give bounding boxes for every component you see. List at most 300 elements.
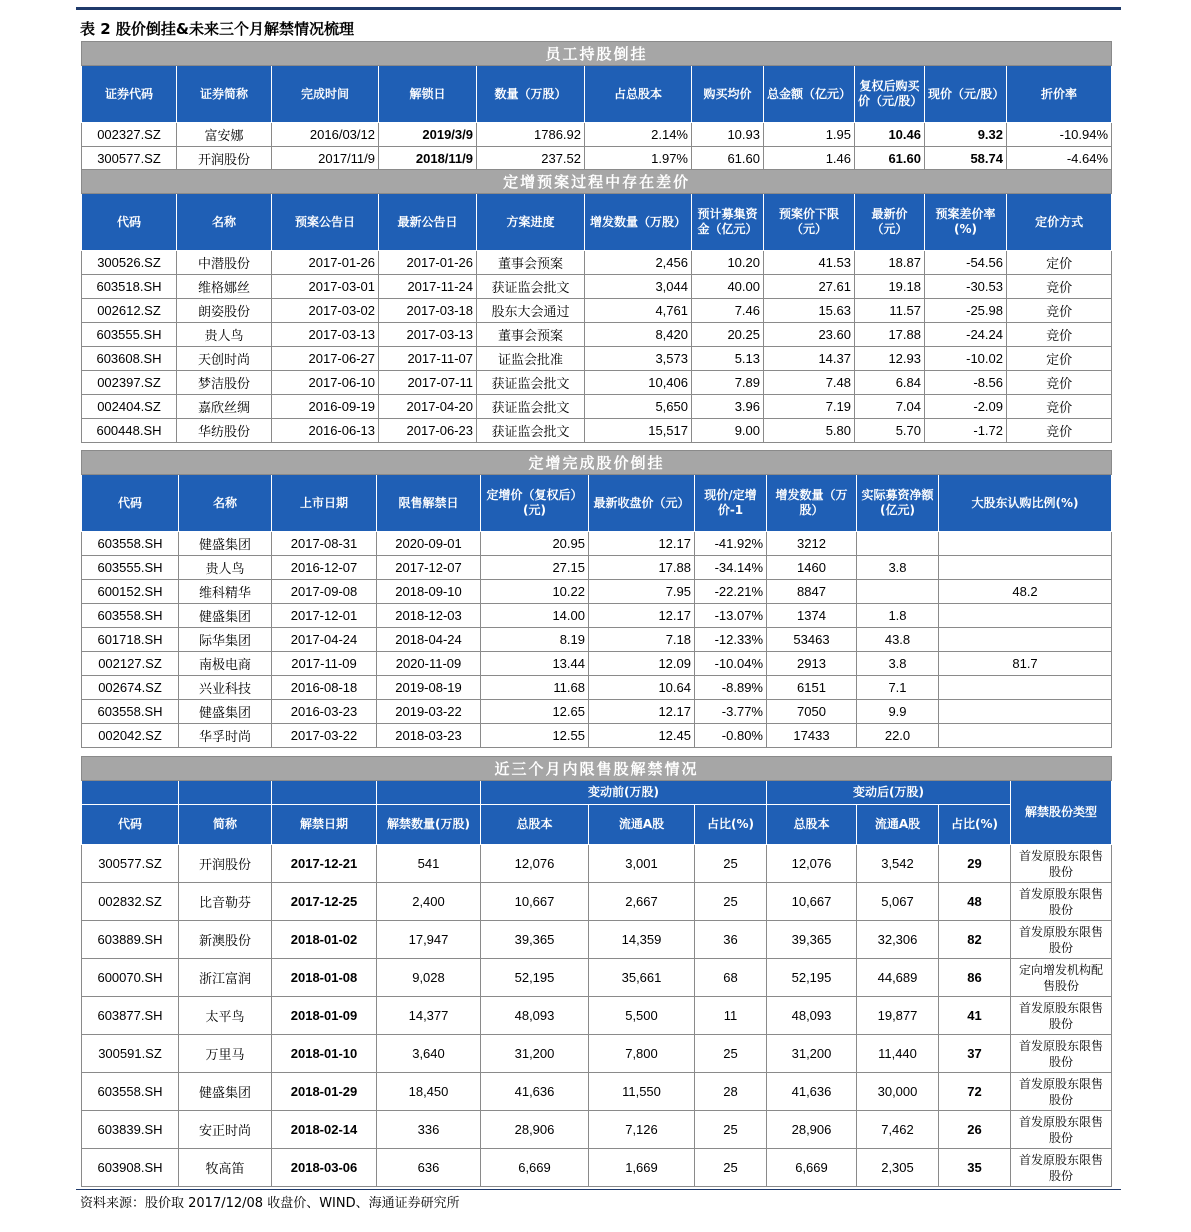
- table-cell: 2017-03-13: [379, 323, 477, 347]
- table-cell: 5.70: [855, 419, 925, 443]
- table-cell: 2017-03-02: [272, 299, 379, 323]
- table-cell: 5,650: [585, 395, 692, 419]
- table-cell: 7.18: [589, 628, 695, 652]
- table-cell: 2017-04-24: [272, 628, 377, 652]
- table-cell: 603608.SH: [82, 347, 177, 371]
- table-cell: 开润股份: [177, 147, 272, 171]
- table-cell: 天创时尚: [177, 347, 272, 371]
- table-cell: 竞价: [1007, 275, 1112, 299]
- table-cell: -13.07%: [695, 604, 767, 628]
- table-cell: 7050: [767, 700, 857, 724]
- table-cell: 35,661: [589, 959, 695, 997]
- col-header: 最新价（元）: [855, 194, 925, 251]
- table-cell: 首发原股东限售股份: [1011, 921, 1112, 959]
- table-cell: 竞价: [1007, 299, 1112, 323]
- table-cell: 48.2: [939, 580, 1112, 604]
- col-header: 定增价（复权后）(元): [481, 475, 589, 532]
- table-cell: 2017-01-26: [272, 251, 379, 275]
- table-cell: 3.8: [857, 652, 939, 676]
- table-cell: 12,076: [481, 845, 589, 883]
- table-cell: 10.46: [855, 123, 925, 147]
- table-cell: 600448.SH: [82, 419, 177, 443]
- source-note: 资料来源：股价取 2017/12/08 收盘价、WIND、海通证券研究所: [80, 1196, 460, 1211]
- table-cell: 601718.SH: [82, 628, 179, 652]
- table-cell: 8847: [767, 580, 857, 604]
- table-cell: 72: [939, 1073, 1011, 1111]
- table-cell: 9.32: [925, 123, 1007, 147]
- table-cell: 3.96: [692, 395, 764, 419]
- table-cell: 12.09: [589, 652, 695, 676]
- col-header: 完成时间: [272, 66, 379, 123]
- table-cell: 10.93: [692, 123, 764, 147]
- table-cell: 兴业科技: [179, 676, 272, 700]
- table-cell: 1,669: [589, 1149, 695, 1187]
- table-cell: 2913: [767, 652, 857, 676]
- table-row: [82, 604, 1112, 628]
- table-cell: 11.68: [481, 676, 589, 700]
- table-cell: 健盛集团: [179, 1073, 272, 1111]
- table-cell: 首发原股东限售股份: [1011, 1111, 1112, 1149]
- table-cell: -10.94%: [1007, 123, 1112, 147]
- table-cell: 8.19: [481, 628, 589, 652]
- table-cell: 39,365: [767, 921, 857, 959]
- table-row: [82, 1073, 1112, 1111]
- table-cell: -22.21%: [695, 580, 767, 604]
- table-cell: 14.00: [481, 604, 589, 628]
- table-cell: 19.18: [855, 275, 925, 299]
- table-cell: 董事会预案: [477, 251, 585, 275]
- table-row: [82, 251, 1112, 275]
- table-cell: 2017-06-27: [272, 347, 379, 371]
- table-cell: 603558.SH: [82, 1073, 179, 1111]
- table-lockup-release: [81, 756, 1112, 1187]
- col-header: 预案价下限（元）: [764, 194, 855, 251]
- table-cell: 12.17: [589, 700, 695, 724]
- table-cell: 2,667: [589, 883, 695, 921]
- table-row: [82, 419, 1112, 443]
- table-row: [82, 275, 1112, 299]
- table-cell: 237.52: [477, 147, 585, 171]
- table-cell: 定价: [1007, 251, 1112, 275]
- table-cell: [939, 532, 1112, 556]
- table-cell: -8.56: [925, 371, 1007, 395]
- table-cell: 健盛集团: [179, 604, 272, 628]
- table-cell: 2017-06-10: [272, 371, 379, 395]
- table-cell: 9.00: [692, 419, 764, 443]
- table-cell: 竞价: [1007, 371, 1112, 395]
- table-cell: 41: [939, 997, 1011, 1035]
- table-cell: 5.13: [692, 347, 764, 371]
- col-header: 增发数量（万股）: [585, 194, 692, 251]
- table-cell: 29: [939, 845, 1011, 883]
- table-cell: 首发原股东限售股份: [1011, 1035, 1112, 1073]
- table-cell: 15.63: [764, 299, 855, 323]
- table-cell: 定向增发机构配售股份: [1011, 959, 1112, 997]
- table-cell: 2019-08-19: [377, 676, 481, 700]
- table-cell: 新澳股份: [179, 921, 272, 959]
- table-cell: 首发原股东限售股份: [1011, 883, 1112, 921]
- table-cell: 2016-09-19: [272, 395, 379, 419]
- col-header: 最新公告日: [379, 194, 477, 251]
- table-cell: 2018-09-10: [377, 580, 481, 604]
- col-header: 大股东认购比例(%): [939, 475, 1112, 532]
- table-cell: 3,044: [585, 275, 692, 299]
- table-row: [82, 1035, 1112, 1073]
- table-cell: 3.8: [857, 556, 939, 580]
- table-cell: 1374: [767, 604, 857, 628]
- table-cell: 获证监会批文: [477, 395, 585, 419]
- table-cell: -2.09: [925, 395, 1007, 419]
- table-cell: 富安娜: [177, 123, 272, 147]
- col-header: 流通A股: [857, 805, 939, 845]
- table-cell: 12.93: [855, 347, 925, 371]
- header-row: [82, 194, 1112, 251]
- section-employee-stock: [81, 41, 1111, 171]
- table-cell: 2017-07-11: [379, 371, 477, 395]
- table-cell: 14.37: [764, 347, 855, 371]
- table-cell: 华孚时尚: [179, 724, 272, 748]
- col-header: 现价（元/股）: [925, 66, 1007, 123]
- table-row: [82, 395, 1112, 419]
- col-header: 增发数量（万股）: [767, 475, 857, 532]
- table-cell: 2018-01-09: [272, 997, 377, 1035]
- table-row: [82, 959, 1112, 997]
- table-cell: 61.60: [855, 147, 925, 171]
- table-cell: 1.97%: [585, 147, 692, 171]
- table-cell: 603555.SH: [82, 556, 179, 580]
- table-cell: 17.88: [855, 323, 925, 347]
- table-cell: 15,517: [585, 419, 692, 443]
- table-cell: 首发原股东限售股份: [1011, 1149, 1112, 1187]
- table-cell: 2017-12-01: [272, 604, 377, 628]
- section-placement-completed: [81, 450, 1111, 748]
- table-cell: 52,195: [481, 959, 589, 997]
- table-cell: 7.95: [589, 580, 695, 604]
- table-cell: 10,406: [585, 371, 692, 395]
- table-cell: 安正时尚: [179, 1111, 272, 1149]
- band-title: 员工持股倒挂: [82, 42, 1112, 66]
- col-header: 预案差价率(%): [925, 194, 1007, 251]
- table-cell: 2017-09-08: [272, 580, 377, 604]
- table-cell: 7.04: [855, 395, 925, 419]
- table-cell: -12.33%: [695, 628, 767, 652]
- table-cell: 5.80: [764, 419, 855, 443]
- col-header: 名称: [177, 194, 272, 251]
- table-cell: 首发原股东限售股份: [1011, 845, 1112, 883]
- empty-header: [377, 781, 481, 805]
- col-header: 复权后购买价（元/股）: [855, 66, 925, 123]
- table-cell: 7.89: [692, 371, 764, 395]
- table-cell: -41.92%: [695, 532, 767, 556]
- table-cell: 14,359: [589, 921, 695, 959]
- table-cell: 12,076: [767, 845, 857, 883]
- band-title: 定增完成股价倒挂: [82, 451, 1112, 475]
- table-cell: 获证监会批文: [477, 371, 585, 395]
- table-cell: 17433: [767, 724, 857, 748]
- empty-header: [179, 781, 272, 805]
- table-cell: 2016-12-07: [272, 556, 377, 580]
- table-cell: 603889.SH: [82, 921, 179, 959]
- table-cell: 48,093: [481, 997, 589, 1035]
- table-cell: 26: [939, 1111, 1011, 1149]
- col-header: 代码: [82, 475, 179, 532]
- table-cell: 10.22: [481, 580, 589, 604]
- table-cell: 11.57: [855, 299, 925, 323]
- col-header: 总股本: [481, 805, 589, 845]
- table-cell: 41,636: [481, 1073, 589, 1111]
- table-cell: 14,377: [377, 997, 481, 1035]
- col-header: 限售解禁日: [377, 475, 481, 532]
- table-cell: -25.98: [925, 299, 1007, 323]
- band-title: 定增预案过程中存在差价: [82, 170, 1112, 194]
- col-header: 折价率: [1007, 66, 1112, 123]
- table-cell: 17,947: [377, 921, 481, 959]
- table-cell: 2017/11/9: [272, 147, 379, 171]
- col-header: 占比(%): [939, 805, 1011, 845]
- table-cell: 31,200: [481, 1035, 589, 1073]
- table-cell: 5,500: [589, 997, 695, 1035]
- table-cell: 3212: [767, 532, 857, 556]
- table-cell: 603877.SH: [82, 997, 179, 1035]
- table-cell: 2017-06-23: [379, 419, 477, 443]
- table-cell: -54.56: [925, 251, 1007, 275]
- table-cell: 43.8: [857, 628, 939, 652]
- table-cell: 2,456: [585, 251, 692, 275]
- empty-header: [82, 781, 179, 805]
- table-cell: 12.55: [481, 724, 589, 748]
- table-cell: 20.95: [481, 532, 589, 556]
- table-cell: 636: [377, 1149, 481, 1187]
- table-cell: 25: [695, 1149, 767, 1187]
- table-cell: 28: [695, 1073, 767, 1111]
- col-header: 证券代码: [82, 66, 177, 123]
- table-cell: [939, 676, 1112, 700]
- table-cell: 2016/03/12: [272, 123, 379, 147]
- table-cell: 2016-08-18: [272, 676, 377, 700]
- table-cell: 17.88: [589, 556, 695, 580]
- table-cell: -24.24: [925, 323, 1007, 347]
- table-cell: 39,365: [481, 921, 589, 959]
- table-cell: 20.25: [692, 323, 764, 347]
- table-cell: 41.53: [764, 251, 855, 275]
- table-cell: 25: [695, 845, 767, 883]
- table-cell: 25: [695, 1035, 767, 1073]
- table-cell: 牧高笛: [179, 1149, 272, 1187]
- table-cell: 健盛集团: [179, 532, 272, 556]
- group-header-before: 变动前(万股): [481, 781, 767, 805]
- table-cell: 9.9: [857, 700, 939, 724]
- table-employee-stock: [81, 41, 1112, 171]
- col-header: 解禁数量(万股): [377, 805, 481, 845]
- table-cell: 嘉欣丝绸: [177, 395, 272, 419]
- table-cell: 11: [695, 997, 767, 1035]
- table-cell: 比音勒芬: [179, 883, 272, 921]
- table-cell: 2020-09-01: [377, 532, 481, 556]
- table-cell: 23.60: [764, 323, 855, 347]
- table-cell: 603558.SH: [82, 700, 179, 724]
- table-cell: 7.46: [692, 299, 764, 323]
- table-cell: 68: [695, 959, 767, 997]
- table-cell: 9,028: [377, 959, 481, 997]
- table-cell: 1.46: [764, 147, 855, 171]
- table-cell: 获证监会批文: [477, 275, 585, 299]
- group-header-after: 变动后(万股): [767, 781, 1011, 805]
- table-cell: 31,200: [767, 1035, 857, 1073]
- table-cell: 300526.SZ: [82, 251, 177, 275]
- table-row: [82, 147, 1112, 171]
- table-row: [82, 724, 1112, 748]
- col-header: 总金额（亿元）: [764, 66, 855, 123]
- table-cell: 2017-03-18: [379, 299, 477, 323]
- table-cell: 002404.SZ: [82, 395, 177, 419]
- table-cell: 3,640: [377, 1035, 481, 1073]
- table-row: [82, 580, 1112, 604]
- table-cell: 贵人鸟: [179, 556, 272, 580]
- table-cell: 维格娜丝: [177, 275, 272, 299]
- table-cell: 12.17: [589, 604, 695, 628]
- table-cell: [939, 628, 1112, 652]
- table-row: [82, 997, 1112, 1035]
- table-cell: 2,305: [857, 1149, 939, 1187]
- table-cell: 12.45: [589, 724, 695, 748]
- table-cell: 健盛集团: [179, 700, 272, 724]
- table-cell: 股东大会通过: [477, 299, 585, 323]
- table-cell: 2018-01-08: [272, 959, 377, 997]
- table-row: [82, 883, 1112, 921]
- top-rule: [76, 7, 1121, 10]
- table-cell: 002327.SZ: [82, 123, 177, 147]
- table-placement-completed: [81, 450, 1112, 748]
- table-cell: 太平鸟: [179, 997, 272, 1035]
- table-cell: 18,450: [377, 1073, 481, 1111]
- table-row: [82, 1149, 1112, 1187]
- table-cell: 竞价: [1007, 419, 1112, 443]
- table-cell: 37: [939, 1035, 1011, 1073]
- table-cell: 万里马: [179, 1035, 272, 1073]
- table-cell: 28,906: [767, 1111, 857, 1149]
- table-cell: 002612.SZ: [82, 299, 177, 323]
- table-row: [82, 123, 1112, 147]
- table-cell: -8.89%: [695, 676, 767, 700]
- table-cell: 2019-03-22: [377, 700, 481, 724]
- table-cell: 40.00: [692, 275, 764, 299]
- table-cell: 1.95: [764, 123, 855, 147]
- table-cell: 2018-04-24: [377, 628, 481, 652]
- table-cell: 10,667: [481, 883, 589, 921]
- table-cell: 2020-11-09: [377, 652, 481, 676]
- table-cell: 2018/11/9: [379, 147, 477, 171]
- table-cell: 4,761: [585, 299, 692, 323]
- table-cell: 002042.SZ: [82, 724, 179, 748]
- table-row: [82, 371, 1112, 395]
- table-row: [82, 628, 1112, 652]
- table-cell: 44,689: [857, 959, 939, 997]
- table-row: [82, 845, 1112, 883]
- table-row: [82, 323, 1112, 347]
- table-cell: 11,440: [857, 1035, 939, 1073]
- table-row: [82, 921, 1112, 959]
- table-row: [82, 299, 1112, 323]
- table-cell: 12.65: [481, 700, 589, 724]
- table-cell: -10.04%: [695, 652, 767, 676]
- col-header: 最新收盘价（元）: [589, 475, 695, 532]
- col-header: 占比(%): [695, 805, 767, 845]
- table-cell: 82: [939, 921, 1011, 959]
- col-header: 代码: [82, 805, 179, 845]
- table-cell: 7.48: [764, 371, 855, 395]
- table-cell: 27.61: [764, 275, 855, 299]
- table-cell: 300577.SZ: [82, 845, 179, 883]
- table-cell: 2017-12-21: [272, 845, 377, 883]
- table-row: [82, 556, 1112, 580]
- table-cell: 6,669: [767, 1149, 857, 1187]
- table-cell: 2018-12-03: [377, 604, 481, 628]
- header-row: [82, 66, 1112, 123]
- table-cell: 32,306: [857, 921, 939, 959]
- table-cell: 6.84: [855, 371, 925, 395]
- col-header: 代码: [82, 194, 177, 251]
- table-cell: 7.1: [857, 676, 939, 700]
- table-cell: 2018-01-02: [272, 921, 377, 959]
- table-cell: 2017-03-13: [272, 323, 379, 347]
- table-cell: 竞价: [1007, 323, 1112, 347]
- table-cell: -3.77%: [695, 700, 767, 724]
- table-cell: 贵人鸟: [177, 323, 272, 347]
- table-cell: -4.64%: [1007, 147, 1112, 171]
- table-cell: 541: [377, 845, 481, 883]
- col-header: 定价方式: [1007, 194, 1112, 251]
- table-cell: 52,195: [767, 959, 857, 997]
- table-cell: 10,667: [767, 883, 857, 921]
- table-cell: 3,542: [857, 845, 939, 883]
- col-header: 解锁日: [379, 66, 477, 123]
- table-cell: 2,400: [377, 883, 481, 921]
- table-cell: 300591.SZ: [82, 1035, 179, 1073]
- table-cell: 48,093: [767, 997, 857, 1035]
- table-cell: 11,550: [589, 1073, 695, 1111]
- table-cell: 1460: [767, 556, 857, 580]
- table-cell: 300577.SZ: [82, 147, 177, 171]
- table-placement-plan: [81, 169, 1112, 443]
- table-cell: 7,126: [589, 1111, 695, 1149]
- table-cell: 2017-11-24: [379, 275, 477, 299]
- table-cell: 华纺股份: [177, 419, 272, 443]
- table-cell: 定价: [1007, 347, 1112, 371]
- table-cell: 3,001: [589, 845, 695, 883]
- table-cell: 维科精华: [179, 580, 272, 604]
- table-cell: 86: [939, 959, 1011, 997]
- table-cell: 获证监会批文: [477, 419, 585, 443]
- table-cell: 603518.SH: [82, 275, 177, 299]
- col-header: 证券简称: [177, 66, 272, 123]
- col-header: 总股本: [767, 805, 857, 845]
- col-header: 实际募资净额(亿元): [857, 475, 939, 532]
- table-cell: 81.7: [939, 652, 1112, 676]
- table-cell: 5,067: [857, 883, 939, 921]
- table-cell: 27.15: [481, 556, 589, 580]
- table-cell: 002397.SZ: [82, 371, 177, 395]
- empty-header: [272, 781, 377, 805]
- col-header: 流通A股: [589, 805, 695, 845]
- table-row: [82, 676, 1112, 700]
- table-cell: 28,906: [481, 1111, 589, 1149]
- table-cell: 2017-01-26: [379, 251, 477, 275]
- table-cell: 首发原股东限售股份: [1011, 997, 1112, 1035]
- table-cell: [939, 724, 1112, 748]
- table-cell: 10.64: [589, 676, 695, 700]
- table-cell: 2017-08-31: [272, 532, 377, 556]
- table-cell: 浙江富润: [179, 959, 272, 997]
